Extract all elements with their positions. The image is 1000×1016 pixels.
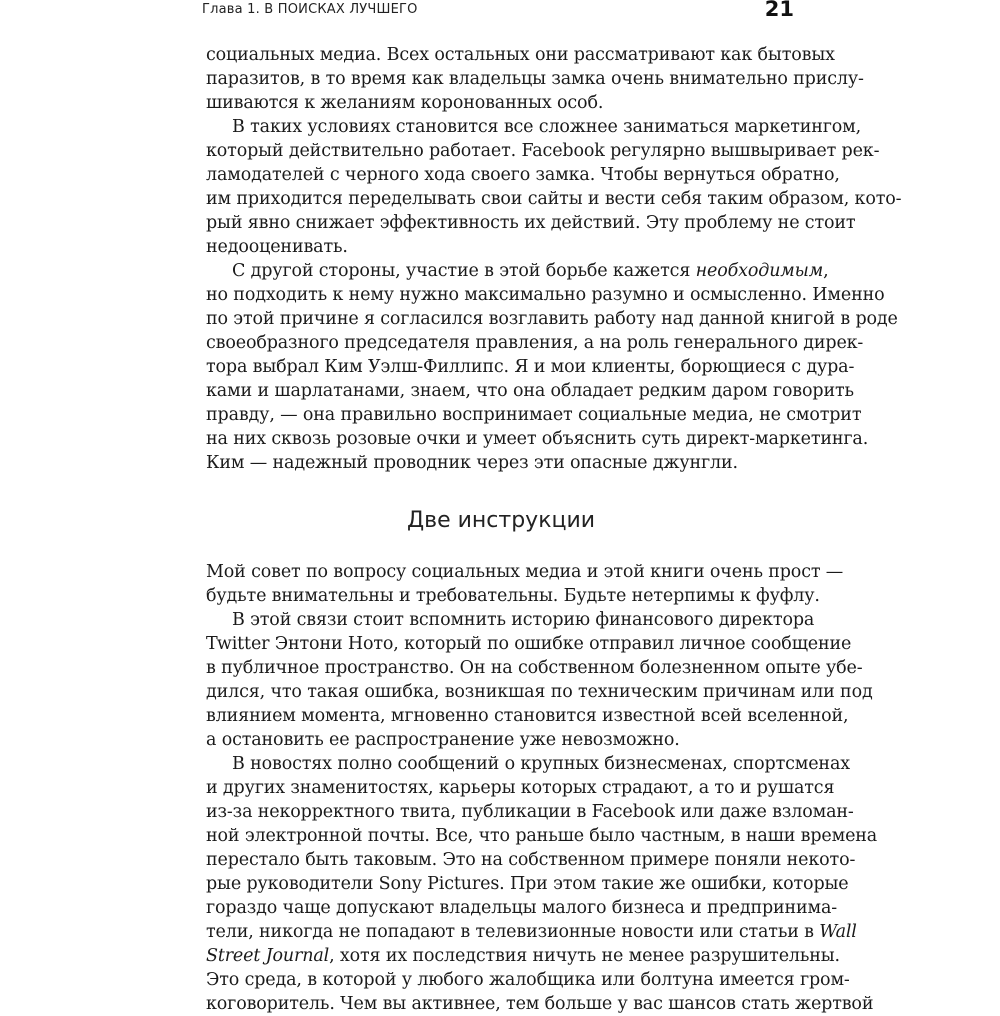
text-line: Twitter Энтони Ното, который по ошибке отправил личное сообщение — [206, 634, 852, 654]
text-line: а остановить ее распространение уже невозможно. — [206, 730, 680, 750]
text-line — [206, 944, 840, 968]
text-line: на них сквозь розовые очки и умеет объяснить суть директ-маркетинга. — [206, 429, 869, 449]
italic-title: Street Journal — [206, 946, 330, 966]
chapter-title: Глава 1. В ПОИСКАХ ЛУЧШЕГО — [202, 2, 418, 17]
text-line: и других знаменитостях, карьеры которых страдают, а то и рушатся — [206, 778, 835, 798]
text-line: влиянием момента, мгновенно становится известной всей вселенной, — [206, 706, 849, 726]
section-heading: Две инструкции — [406, 508, 596, 533]
text-line: Мой совет по вопросу социальных медиа и этой книги очень прост — — [206, 562, 844, 582]
text-line: будьте внимательны и требовательны. Будьте нетерпимы к фуфлу. — [206, 586, 820, 606]
text-line: Это среда, в которой у любого жалобщика или болтуна имеется гром- — [206, 970, 850, 990]
text-line: тора выбрал Ким Уэлш-Филлипс. Я и мои клиенты, борющиеся с дура- — [206, 357, 855, 377]
paragraph-first-line: В этой связи стоит вспомнить историю финансового директора — [232, 610, 815, 630]
text-run: С другой стороны, участие в этой борьбе кажется — [232, 261, 696, 281]
page-number: 21 — [764, 0, 794, 21]
text-line: но подходить к нему нужно максимально разумно и осмысленно. Именно — [206, 285, 885, 305]
text-line: рый явно снижает эффективность их действий. Эту проблему не стоит — [206, 213, 856, 233]
text-line: в публичное пространство. Он на собственном болезненном опыте убе- — [206, 658, 863, 678]
paragraph-first-line — [206, 259, 829, 283]
text-run: , — [823, 261, 829, 281]
text-run: , хотя их последствия ничуть не менее разрушительны. — [329, 946, 840, 966]
text-line: перестало быть таковым. Это на собственном примере поняли некото- — [206, 850, 856, 870]
paragraph-first-line: В таких условиях становится все сложнее заниматься маркетингом, — [232, 117, 862, 137]
emphasis-word: необходимым — [695, 261, 824, 281]
text-line: дился, что такая ошибка, возникшая по техническим причинам или под — [206, 682, 873, 702]
text-line: рые руководители Sony Pictures. При этом такие же ошибки, которые — [206, 874, 849, 894]
text-line: коговоритель. Чем вы активнее, тем больше у вас шансов стать жертвой — [206, 994, 874, 1014]
running-head — [0, 0, 1000, 26]
body-text-lower — [206, 560, 878, 1016]
text-line — [206, 920, 857, 944]
text-line: паразитов, в то время как владельцы замка очень внимательно прислу- — [206, 69, 864, 89]
body-text-upper — [206, 43, 902, 475]
text-line: недооценивать. — [206, 237, 348, 257]
text-line: своеобразного председателя правления, а на роль генерального дирек- — [206, 333, 864, 353]
italic-title: Wall — [819, 922, 857, 942]
text-line: из-за некорректного твита, публикации в Facebook или даже взломан- — [206, 802, 854, 822]
text-line: им приходится переделывать свои сайты и вести себя таким образом, кото- — [206, 189, 902, 209]
text-line: по этой причине я согласился возглавить работу над данной книгой в роде — [206, 309, 898, 329]
text-run: тели, никогда не попадают в телевизионные новости или статьи в — [206, 922, 820, 942]
text-line: социальных медиа. Всех остальных они рассматривают как бытовых — [206, 45, 835, 65]
paragraph-first-line: В новостях полно сообщений о крупных бизнесменах, спортсменах — [232, 754, 850, 774]
text-line: шиваются к желаниям коронованных особ. — [206, 93, 604, 113]
text-line: который действительно работает. Facebook регулярно вышвыривает рек- — [206, 141, 880, 161]
text-line: Ким — надежный проводник через эти опасные джунгли. — [206, 453, 738, 473]
text-line: ками и шарлатанами, знаем, что она обладает редким даром говорить — [206, 381, 854, 401]
text-line: ной электронной почты. Все, что раньше было частным, в наши времена — [206, 826, 878, 846]
text-line: ламодателей с черного хода своего замка. Чтобы вернуться обратно, — [206, 165, 840, 185]
text-line: правду, — она правильно воспринимает социальные медиа, не смотрит — [206, 405, 862, 425]
text-line: гораздо чаще допускают владельцы малого бизнеса и предпринима- — [206, 898, 838, 918]
